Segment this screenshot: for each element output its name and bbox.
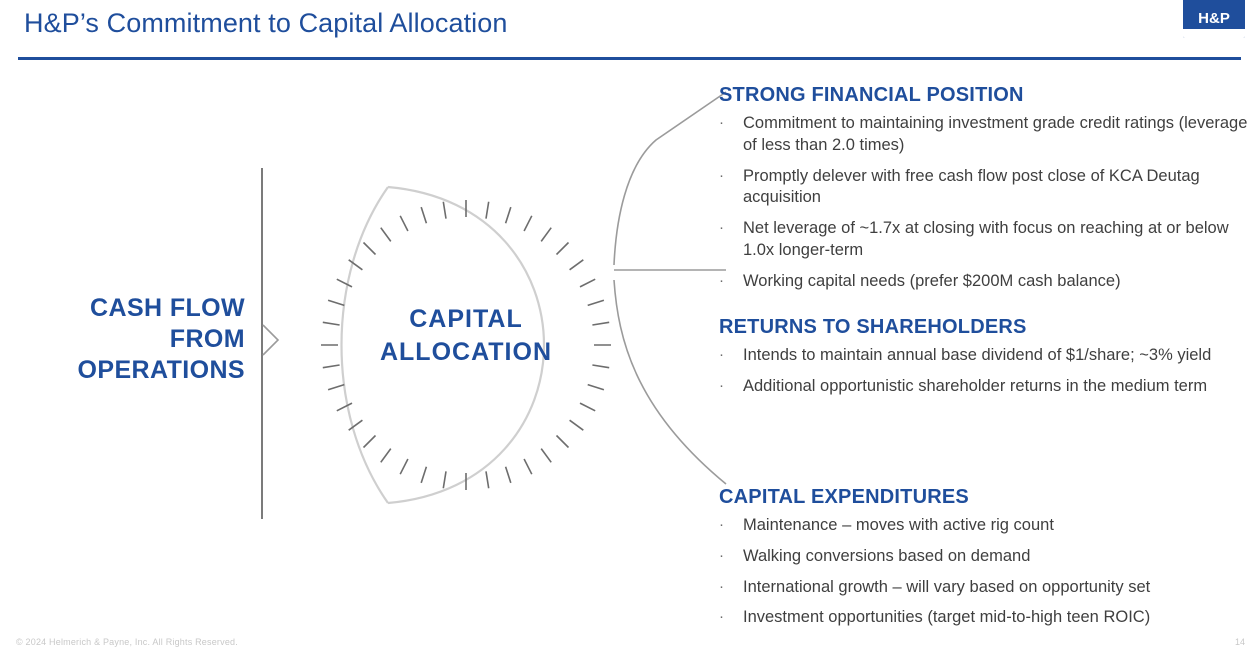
- list-item: [719, 577, 1255, 599]
- title-divider: [18, 57, 1241, 60]
- list-item: [719, 166, 1255, 210]
- bullet-icon: ·: [719, 608, 724, 626]
- section-capital-expenditures: [719, 486, 1255, 638]
- section-returns-to-shareholders: [719, 316, 1255, 407]
- footer-copyright: © 2024 Helmerich & Payne, Inc. All Rights Reserved.: [16, 637, 238, 647]
- bullet-text: Commitment to maintaining investment grade credit ratings (leverage of less than 2.0 times): [743, 114, 1248, 154]
- section-heading: STRONG FINANCIAL POSITION: [719, 84, 1024, 106]
- bullet-text: Net leverage of ~1.7x at closing with focus on reaching at or below 1.0x longer-term: [743, 219, 1229, 259]
- section-heading: RETURNS TO SHAREHOLDERS: [719, 316, 1027, 338]
- company-logo: [1183, 0, 1245, 38]
- list-item: [719, 113, 1255, 157]
- cash-flow-line-1: CASH FLOW: [90, 294, 245, 322]
- bullet-icon: ·: [719, 546, 724, 564]
- bullet-text: Walking conversions based on demand: [743, 546, 1031, 565]
- list-item: [719, 515, 1255, 537]
- section-strong-financial-position: [719, 84, 1255, 301]
- bullet-icon: ·: [719, 577, 724, 595]
- bullet-text: Maintenance – moves with active rig count: [743, 516, 1054, 534]
- cash-flow-line-3: OPERATIONS: [77, 355, 245, 384]
- bullet-icon: ·: [719, 376, 724, 394]
- bullet-text: Investment opportunities (target mid-to-high teen ROIC): [743, 608, 1151, 627]
- dial-center-label: [296, 303, 636, 368]
- bullet-icon: ·: [719, 271, 724, 289]
- cash-flow-line-2: FROM: [169, 324, 245, 353]
- bullet-text: International growth – will vary based on opportunity set: [743, 577, 1151, 596]
- dial-center-line-2: ALLOCATION: [379, 337, 552, 366]
- bullet-icon: ·: [719, 114, 724, 131]
- bullet-text: Promptly delever with free cash flow post close of KCA Deutag acquisition: [743, 166, 1200, 207]
- bullet-icon: ·: [719, 219, 724, 237]
- logo-text: H&P: [1198, 9, 1230, 27]
- list-item: [719, 546, 1255, 568]
- list-item: [719, 218, 1255, 262]
- list-item: [719, 345, 1255, 367]
- section-heading: CAPITAL EXPENDITURES: [719, 486, 969, 508]
- list-item: [719, 376, 1255, 398]
- left-arrow-icon: [262, 323, 298, 357]
- capital-allocation-dial: [296, 165, 636, 525]
- logo-bars: [1183, 29, 1245, 38]
- bullet-icon: ·: [719, 516, 724, 533]
- footer-page-number: 14: [1234, 637, 1245, 647]
- bullet-text: Intends to maintain annual base dividend of $1/share; ~3% yield: [743, 346, 1212, 364]
- bullet-icon: ·: [719, 166, 724, 184]
- page-title: H&P’s Commitment to Capital Allocation: [24, 8, 508, 38]
- cash-flow-label: [30, 293, 245, 385]
- list-item: [719, 607, 1255, 629]
- dial-center-line-1: CAPITAL: [409, 305, 523, 333]
- list-item: [719, 271, 1255, 293]
- bullet-icon: ·: [719, 346, 724, 363]
- bullet-text: Additional opportunistic shareholder returns in the medium term: [743, 376, 1208, 395]
- bullet-text: Working capital needs (prefer $200M cash balance): [743, 271, 1121, 290]
